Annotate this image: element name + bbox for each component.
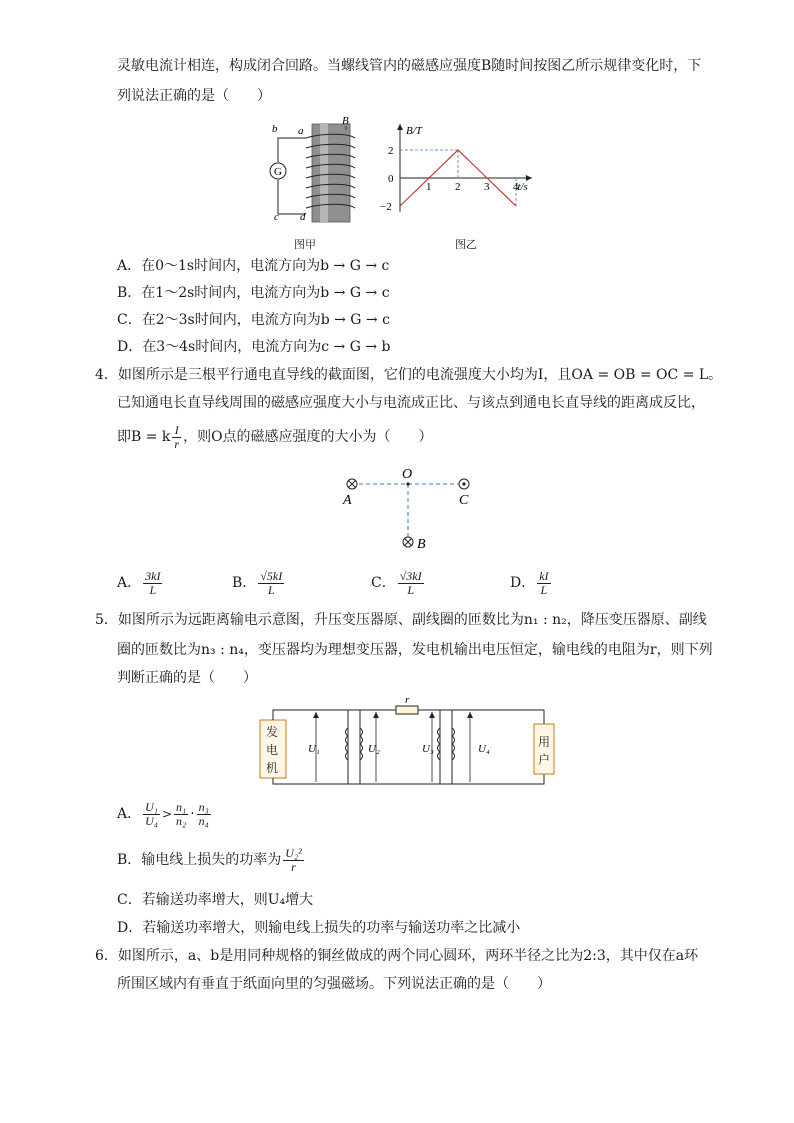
q6-line1: 6．如图所示，a、b是用同种规格的铜丝做成的两个同心圆环，两环半径之比为2:3，其中仅在a环 xyxy=(95,948,699,964)
q5-option-a xyxy=(117,796,213,832)
q4-option-c-den: L xyxy=(407,582,415,597)
q3-figure-a-caption: 图甲 xyxy=(294,238,316,251)
q4-option-b xyxy=(232,566,286,600)
q5-option-b xyxy=(117,842,306,878)
label-U3: U₃ xyxy=(422,743,434,755)
wire-bottom xyxy=(278,180,306,214)
q4-label-O: O xyxy=(402,467,413,482)
q3-figure-a xyxy=(262,116,366,228)
q5-option-b-den: r xyxy=(291,859,296,874)
wire-top xyxy=(278,138,306,162)
q6-line2: 所围区域内有垂直于纸面向里的匀强磁场。下列说法正确的是（ ） xyxy=(117,976,551,992)
y-axis-label: B/T xyxy=(406,125,422,137)
q4-option-c-fraction xyxy=(398,570,424,597)
q4-option-b-letter: B． xyxy=(232,575,257,591)
solenoid-core xyxy=(312,124,350,222)
q5-option-a-frac3 xyxy=(197,801,211,828)
q5-option-a-den1: U₄ xyxy=(145,813,158,828)
q4-line1: 4．如图所示是三根平行通电直导线的截面图，它们的电流强度大小均为I，且OA = OB = OC = L。 xyxy=(95,367,723,383)
user-char2: 户 xyxy=(538,753,551,767)
q5-option-d: D．若输送功率增大，则输电线上损失的功率与输送功率之比减小 xyxy=(117,920,521,936)
user-char1: 用 xyxy=(538,735,551,749)
q5-option-a-den3: n₄ xyxy=(198,813,209,828)
x-tick-2: 2 xyxy=(455,181,461,193)
q3-figure-b-caption: 图乙 xyxy=(455,238,477,251)
wire-B-into-icon xyxy=(403,537,413,547)
q4-option-d-fraction xyxy=(537,570,550,597)
generator-char2: 电 xyxy=(266,743,279,757)
q5-option-a-den2: n₂ xyxy=(176,813,187,828)
q5-option-a-dot: · xyxy=(190,806,195,822)
label-c: c xyxy=(274,211,279,223)
q4-option-a-den: L xyxy=(149,582,157,597)
q3-intro-line1: 灵敏电流计相连，构成闭合回路。当螺线管内的磁感应强度B随时间按图乙所示规律变化时，下 xyxy=(117,58,702,74)
q5-option-b-text: B．输电线上损失的功率为 xyxy=(117,852,282,868)
q5-line3: 判断正确的是（ ） xyxy=(117,670,257,686)
generator-char1: 发 xyxy=(266,725,279,739)
q4-label-A: A xyxy=(343,493,352,508)
q3-option-a: A．在0～1s时间内，电流方向为b → G → c xyxy=(117,258,390,274)
q4-option-d-num: kI xyxy=(539,568,549,583)
q4-option-c xyxy=(371,566,426,600)
transformer-coils xyxy=(346,728,455,760)
q4-formula-num: I xyxy=(172,424,181,438)
label-U2: U₂ xyxy=(368,743,380,755)
label-U4: U₄ xyxy=(478,743,490,755)
q4-option-a-num: 3kI xyxy=(145,568,161,583)
x-tick-4: 4 xyxy=(513,181,519,193)
label-d: d xyxy=(300,211,306,223)
resistor-label: r xyxy=(405,694,410,706)
q3-option-c: C．在2～3s时间内，电流方向为b → G → c xyxy=(117,312,390,328)
label-b: b xyxy=(272,123,278,135)
label-U1: U₁ xyxy=(308,743,320,755)
q4-option-a xyxy=(117,566,164,600)
q5-option-a-frac1 xyxy=(143,801,160,828)
label-B-field: B xyxy=(342,116,349,127)
q5-option-a-num3: n₃ xyxy=(198,799,209,814)
y-tick-neg2: −2 xyxy=(380,201,392,213)
q4-figure xyxy=(338,464,478,554)
q3-figure-b-chart xyxy=(372,116,542,228)
q4-option-d xyxy=(510,566,553,600)
q4-label-B: B xyxy=(417,537,426,552)
y-tick-0: 0 xyxy=(388,173,394,185)
y-tick-2: 2 xyxy=(388,145,394,157)
wire-A-into-icon xyxy=(347,479,357,489)
x-tick-1: 1 xyxy=(426,181,432,193)
q4-formula-suffix: ，则O点的磁感应强度的大小为（ ） xyxy=(183,429,433,445)
q4-label-C: C xyxy=(459,493,469,508)
q4-line2: 已知通电长直导线周围的磁感应强度大小与电流成正比、与该点到通电长直导线的距离成反比， xyxy=(117,395,705,411)
q4-option-d-letter: D． xyxy=(510,575,536,591)
q4-option-a-letter: A． xyxy=(117,575,142,591)
q5-option-b-fraction xyxy=(283,847,303,874)
q5-circuit-figure xyxy=(256,694,558,786)
q5-option-b-num: U₂² xyxy=(285,845,302,860)
y-axis-arrow xyxy=(397,124,403,130)
q4-option-b-fraction xyxy=(258,570,284,597)
q4-option-c-num: √3kI xyxy=(399,568,422,583)
q3-option-d: D．在3～4s时间内，电流方向为c → G → b xyxy=(117,339,391,355)
q5-option-c: C．若输送功率增大，则U₄增大 xyxy=(117,892,314,908)
q5-option-a-letter: A． xyxy=(117,806,142,822)
q3-option-b: B．在1～2s时间内，电流方向为b → G → c xyxy=(117,285,390,301)
x-tick-3: 3 xyxy=(484,181,490,193)
q4-formula-fraction xyxy=(172,424,181,451)
label-a: a xyxy=(298,125,304,137)
q4-option-c-letter: C． xyxy=(371,575,396,591)
x-axis-label: t/s xyxy=(517,181,528,193)
q4-option-b-num: √5kI xyxy=(260,568,283,583)
q5-option-a-frac2 xyxy=(174,801,188,828)
q5-line2: 圈的匝数比为n₃ : n₄，变压器均为理想变压器，发电机输出电压恒定，输电线的电阻为r，则下列 xyxy=(117,642,713,658)
voltage-arrows xyxy=(316,712,470,782)
q5-option-a-num2: n₁ xyxy=(176,799,187,814)
q4-option-d-den: L xyxy=(540,582,548,597)
q5-option-a-gt: > xyxy=(161,807,173,821)
q5-option-a-num1: U₁ xyxy=(145,799,158,814)
q4-option-a-fraction xyxy=(143,570,162,597)
q4-option-b-den: L xyxy=(267,582,275,597)
wire-C-out-icon xyxy=(459,479,469,489)
q4-formula-prefix: 即B = k xyxy=(117,429,171,445)
galvanometer-label: G xyxy=(274,166,282,178)
q4-line3 xyxy=(117,420,433,454)
q4-formula-den: r xyxy=(174,436,180,451)
q5-line1: 5．如图所示为远距离输电示意图，升压变压器原、副线圈的匝数比为n₁ : n₂，降压变压器原、副线 xyxy=(95,612,707,628)
q3-intro-line2: 列说法正确的是（ ） xyxy=(117,88,271,104)
generator-char3: 机 xyxy=(266,761,279,775)
line-resistor xyxy=(396,706,418,714)
